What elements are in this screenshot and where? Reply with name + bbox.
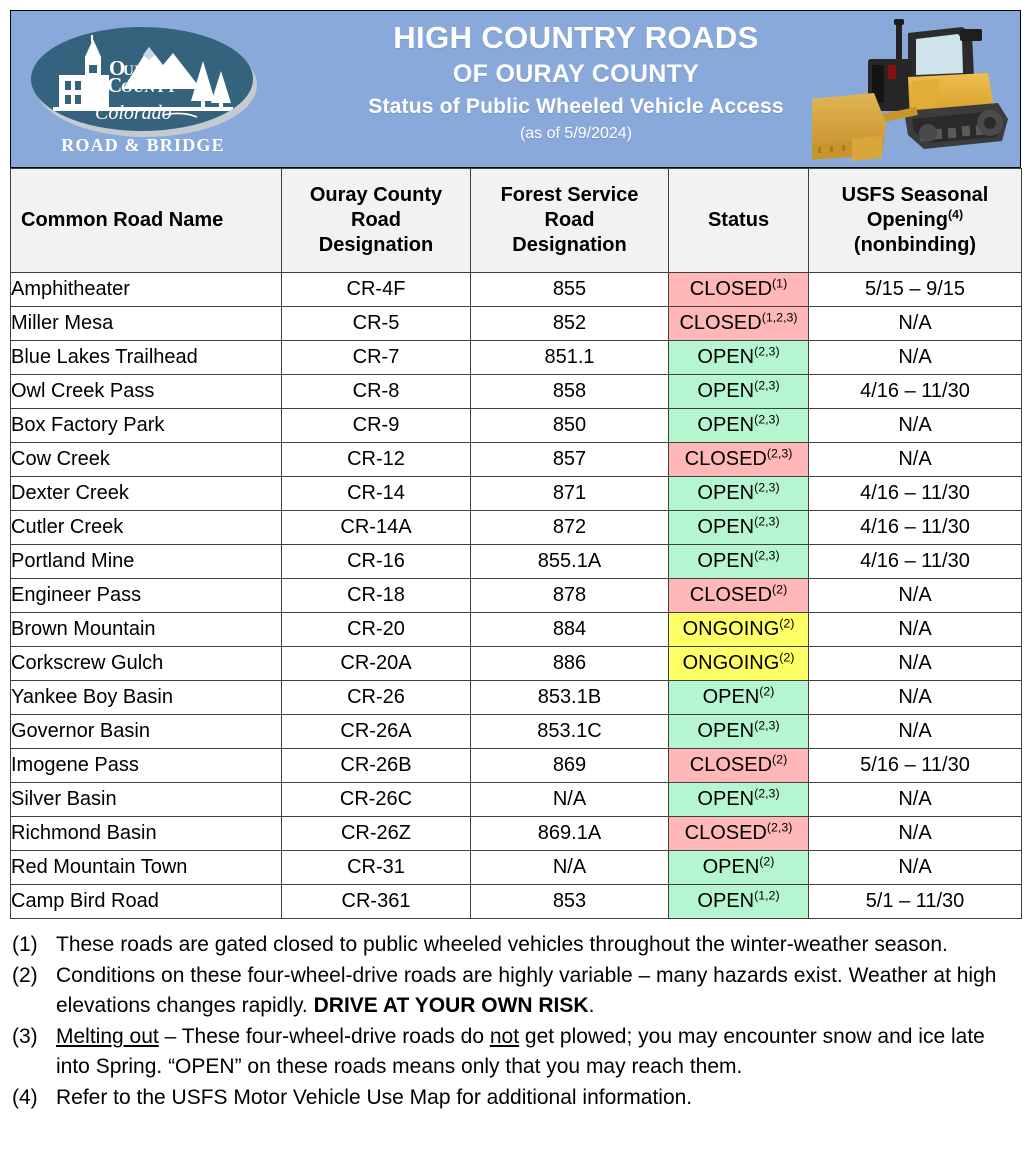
cell-usfs-seasonal-opening: N/A [809,647,1022,681]
table-header [11,169,1022,273]
cell-usfs-seasonal-opening: 5/15 – 9/15 [809,273,1022,307]
svg-text:OUNTY: OUNTY [121,80,178,96]
ouray-county-road-bridge-logo [25,17,275,167]
footnotes-section [12,930,1022,1114]
status-footnote-ref: (2) [759,854,775,869]
status-badge [669,783,809,817]
cell-county-road-designation: CR-20A [282,647,471,681]
cell-road-name: Camp Bird Road [11,885,282,919]
footnote-text-part-b: . [588,994,595,1017]
table-row [11,647,1022,681]
cell-usfs-seasonal-opening: N/A [809,681,1022,715]
status-footnote-ref: (1,2,3) [761,310,798,325]
status-label: CLOSED [689,584,773,606]
status-label: OPEN [697,890,755,912]
cell-usfs-seasonal-opening: 4/16 – 11/30 [809,477,1022,511]
cell-forest-service-designation: 878 [471,579,669,613]
status-footnote-ref: (2) [772,582,788,597]
cell-county-road-designation: CR-9 [282,409,471,443]
header-line-2: Road [351,209,401,231]
cell-forest-service-designation: 871 [471,477,669,511]
table-row [11,443,1022,477]
footnote-2 [12,961,1022,1021]
column-header-status: Status [669,169,809,273]
bulldozer-image [812,15,1018,167]
cell-county-road-designation: CR-20 [282,613,471,647]
cell-forest-service-designation: 853 [471,885,669,919]
cell-forest-service-designation: 853.1B [471,681,669,715]
cell-county-road-designation: CR-8 [282,375,471,409]
status-footnote-ref: (1) [772,276,788,291]
footnote-text-part-a: – These four-wheel-drive roads do [158,1025,490,1048]
header-footnote-ref: (4) [947,207,964,222]
logo-artwork-icon [31,27,253,131]
header-line-1: Forest Service [500,184,639,206]
table-row [11,613,1022,647]
cell-road-name: Silver Basin [11,783,282,817]
cell-road-name: Red Mountain Town [11,851,282,885]
status-badge [669,851,809,885]
cell-usfs-seasonal-opening: 5/16 – 11/30 [809,749,1022,783]
table-header-row [11,169,1022,273]
banner-title-block [291,19,861,146]
status-badge [669,885,809,919]
table-row [11,579,1022,613]
cell-usfs-seasonal-opening: 4/16 – 11/30 [809,545,1022,579]
status-label: CLOSED [679,312,762,334]
logo-tagline: ROAD & BRIDGE [61,135,225,155]
footnote-underline-b: not [489,1025,520,1048]
status-footnote-ref: (2,3) [754,718,780,733]
header-line-2: Road [544,209,595,231]
logo-ellipse [31,27,253,131]
cell-county-road-designation: CR-7 [282,341,471,375]
header-line-3: Designation [512,234,627,256]
status-label: OPEN [702,686,760,708]
status-footnote-ref: (2,3) [766,820,793,835]
status-label: ONGOING [682,618,780,640]
table-row [11,375,1022,409]
header-line-2: Opening [866,209,948,231]
cell-road-name: Imogene Pass [11,749,282,783]
svg-text:C: C [107,73,123,97]
table-row [11,409,1022,443]
cell-road-name: Engineer Pass [11,579,282,613]
status-label: CLOSED [689,278,773,300]
status-badge [669,511,809,545]
status-badge [669,477,809,511]
cell-usfs-seasonal-opening: 4/16 – 11/30 [809,375,1022,409]
status-label: OPEN [697,346,755,368]
as-of-date: (as of 5/9/2024) [519,125,633,142]
cell-county-road-designation: CR-14A [282,511,471,545]
status-label: CLOSED [689,754,773,776]
road-status-table [10,168,1022,919]
cell-county-road-designation: CR-5 [282,307,471,341]
cell-county-road-designation: CR-16 [282,545,471,579]
column-header-ouray-county-road-designation [282,169,471,273]
footnote-text: These roads are gated closed to public wheeled vehicles throughout the winter-weather season. [56,933,948,956]
cell-county-road-designation: CR-12 [282,443,471,477]
status-footnote-ref: (2,3) [766,446,793,461]
status-badge [669,375,809,409]
table-row [11,817,1022,851]
page-title: HIGH COUNTRY ROADS [393,20,759,55]
table-row [11,851,1022,885]
table-row [11,749,1022,783]
status-label: OPEN [697,516,755,538]
cell-road-name: Portland Mine [11,545,282,579]
status-badge [669,749,809,783]
status-badge [669,647,809,681]
cell-usfs-seasonal-opening: N/A [809,613,1022,647]
status-footnote-ref: (1,2) [754,888,780,903]
cell-forest-service-designation: 855 [471,273,669,307]
status-footnote-ref: (2) [779,650,795,665]
header-line-3: Designation [318,234,434,256]
page-tagline: Status of Public Wheeled Vehicle Access [368,95,784,118]
footnote-number: (2) [12,964,38,987]
cell-road-name: Brown Mountain [11,613,282,647]
svg-text:URAY: URAY [123,63,167,79]
cell-road-name: Dexter Creek [11,477,282,511]
footnote-text-part-a: Conditions on these four-wheel-drive roads are highly variable – many hazards exist. Weather at high elevations changes rapidly. [56,964,997,1017]
cell-county-road-designation: CR-26Z [282,817,471,851]
cell-road-name: Amphitheater [11,273,282,307]
footnote-text [56,961,1022,1021]
status-footnote-ref: (2,3) [754,480,780,495]
footnote-number: (3) [12,1025,38,1048]
cell-road-name: Box Factory Park [11,409,282,443]
footnote-emphasis: DRIVE AT YOUR OWN RISK [313,994,589,1017]
cell-forest-service-designation: 884 [471,613,669,647]
status-badge [669,715,809,749]
cell-usfs-seasonal-opening: N/A [809,817,1022,851]
status-badge [669,307,809,341]
header-line-1: USFS Seasonal [841,184,989,206]
cell-forest-service-designation: 855.1A [471,545,669,579]
status-badge [669,273,809,307]
svg-text:Colorado: Colorado [95,102,172,124]
cell-usfs-seasonal-opening: N/A [809,409,1022,443]
cell-road-name: Governor Basin [11,715,282,749]
cell-usfs-seasonal-opening: N/A [809,715,1022,749]
footnote-text [56,1022,1022,1082]
cell-usfs-seasonal-opening: 4/16 – 11/30 [809,511,1022,545]
table-row [11,307,1022,341]
table-row [11,681,1022,715]
footnote-text-part-b: get plowed; you may encounter snow and ice late into Spring. “OPEN” on these roads means only that you may reach them. [56,1025,985,1078]
cell-forest-service-designation: 858 [471,375,669,409]
cell-forest-service-designation: N/A [471,783,669,817]
table-body [11,273,1022,919]
status-badge [669,681,809,715]
cell-county-road-designation: CR-26C [282,783,471,817]
status-footnote-ref: (2) [759,684,775,699]
cell-usfs-seasonal-opening: N/A [809,579,1022,613]
cell-road-name: Corkscrew Gulch [11,647,282,681]
svg-text:O: O [109,56,126,80]
cell-road-name: Owl Creek Pass [11,375,282,409]
cell-forest-service-designation: 872 [471,511,669,545]
table-row [11,545,1022,579]
cell-usfs-seasonal-opening: N/A [809,443,1022,477]
footnote-number: (1) [12,933,38,956]
status-footnote-ref: (2,3) [754,378,780,393]
cell-county-road-designation: CR-26B [282,749,471,783]
status-label: OPEN [697,414,755,436]
page-banner [10,10,1021,168]
status-badge [669,545,809,579]
cell-forest-service-designation: 850 [471,409,669,443]
status-badge [669,443,809,477]
status-badge [669,613,809,647]
status-footnote-ref: (2,3) [754,412,780,427]
footnote-underline-a: Melting out [56,1025,159,1048]
cell-county-road-designation: CR-26 [282,681,471,715]
status-label: OPEN [697,380,755,402]
footnote-3 [12,1022,1022,1082]
status-label: OPEN [702,856,760,878]
status-badge [669,579,809,613]
table-row [11,477,1022,511]
cell-road-name: Miller Mesa [11,307,282,341]
status-badge [669,817,809,851]
footnote-1 [12,930,1022,960]
cell-forest-service-designation: 852 [471,307,669,341]
table-row [11,341,1022,375]
cell-county-road-designation: CR-31 [282,851,471,885]
status-footnote-ref: (2,3) [754,514,780,529]
cell-road-name: Yankee Boy Basin [11,681,282,715]
cell-county-road-designation: CR-4F [282,273,471,307]
status-footnote-ref: (2) [772,752,788,767]
page-subtitle: OF OURAY COUNTY [452,60,700,88]
status-label: CLOSED [684,448,767,470]
cell-forest-service-designation: 869.1A [471,817,669,851]
cell-forest-service-designation: 851.1 [471,341,669,375]
status-label: OPEN [697,482,755,504]
cell-road-name: Cow Creek [11,443,282,477]
table-row [11,885,1022,919]
table-row [11,511,1022,545]
status-label: ONGOING [682,652,780,674]
status-badge [669,409,809,443]
status-label: CLOSED [684,822,767,844]
footnote-text: Refer to the USFS Motor Vehicle Use Map for additional information. [56,1086,693,1109]
cell-usfs-seasonal-opening: N/A [809,851,1022,885]
header-line-3: (nonbinding) [853,234,977,256]
column-header-common-road-name: Common Road Name [11,169,282,273]
status-footnote-ref: (2) [779,616,795,631]
status-label: OPEN [697,720,755,742]
cell-county-road-designation: CR-361 [282,885,471,919]
cell-county-road-designation: CR-18 [282,579,471,613]
status-footnote-ref: (2,3) [754,786,780,801]
column-header-forest-service-road-designation [471,169,669,273]
cell-road-name: Richmond Basin [11,817,282,851]
cell-road-name: Cutler Creek [11,511,282,545]
table-row [11,715,1022,749]
cell-county-road-designation: CR-26A [282,715,471,749]
column-header-usfs-seasonal-opening [809,169,1022,273]
table-row [11,783,1022,817]
table-row [11,273,1022,307]
status-footnote-ref: (2,3) [754,344,780,359]
footnote-4 [12,1083,1022,1113]
cell-usfs-seasonal-opening: N/A [809,341,1022,375]
cell-forest-service-designation: 869 [471,749,669,783]
status-footnote-ref: (2,3) [754,548,780,563]
cell-forest-service-designation: 886 [471,647,669,681]
footnote-number: (4) [12,1086,38,1109]
cell-forest-service-designation: 853.1C [471,715,669,749]
status-label: OPEN [697,550,755,572]
status-badge [669,341,809,375]
cell-forest-service-designation: N/A [471,851,669,885]
status-label: OPEN [697,788,755,810]
cell-usfs-seasonal-opening: 5/1 – 11/30 [809,885,1022,919]
cell-usfs-seasonal-opening: N/A [809,307,1022,341]
header-line-1: Ouray County [309,184,443,206]
cell-county-road-designation: CR-14 [282,477,471,511]
cell-road-name: Blue Lakes Trailhead [11,341,282,375]
cell-forest-service-designation: 857 [471,443,669,477]
cell-usfs-seasonal-opening: N/A [809,783,1022,817]
